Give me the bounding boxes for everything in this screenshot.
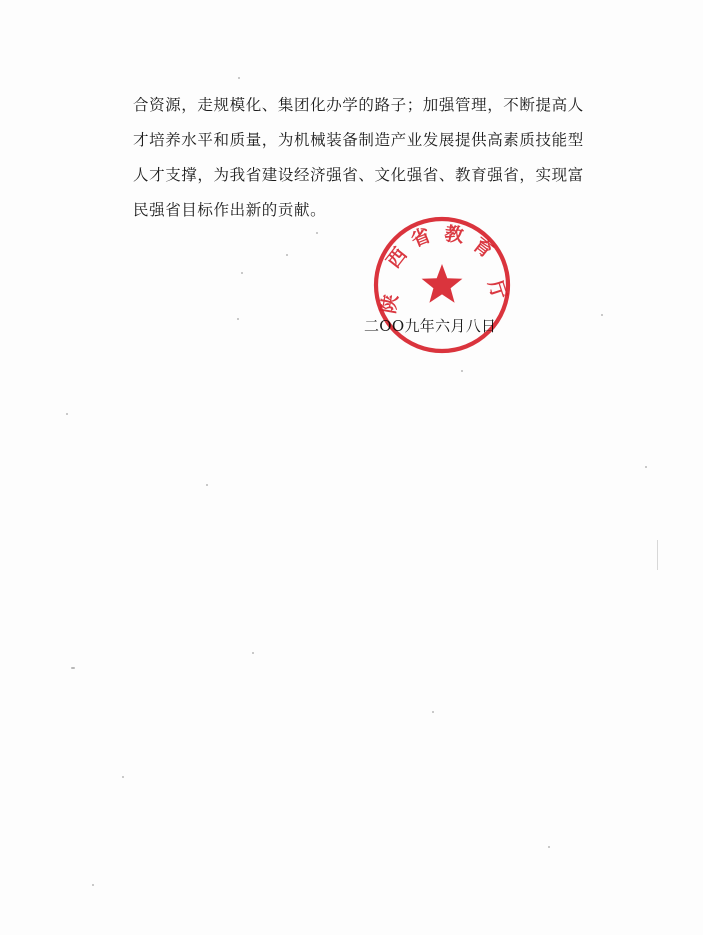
- paragraph-line: 人才支撑，为我省建设经济强省、文化强省、教育强省，实现富: [133, 166, 584, 184]
- svg-text:西: 西: [382, 243, 412, 273]
- svg-text:育: 育: [468, 233, 498, 263]
- signature-date: 二OO九年六月八日: [364, 317, 497, 335]
- official-seal: [371, 214, 513, 356]
- paragraph-line: 民强省目标作出新的贡献。: [133, 201, 327, 219]
- seal-stamp-icon: [371, 214, 513, 356]
- paragraph-line: 合资源，走规模化、集团化办学的路子；加强管理，不断提高人: [133, 96, 584, 114]
- svg-text:厅: 厅: [483, 277, 511, 303]
- paragraph-line: 才培养水平和质量，为机械装备制造产业发展提供高素质技能型: [133, 131, 584, 149]
- svg-text:教: 教: [443, 222, 465, 248]
- body-paragraph: [133, 92, 584, 232]
- svg-text:陕: 陕: [377, 292, 403, 316]
- five-pointed-star-icon: [422, 264, 463, 303]
- svg-text:省: 省: [408, 224, 434, 252]
